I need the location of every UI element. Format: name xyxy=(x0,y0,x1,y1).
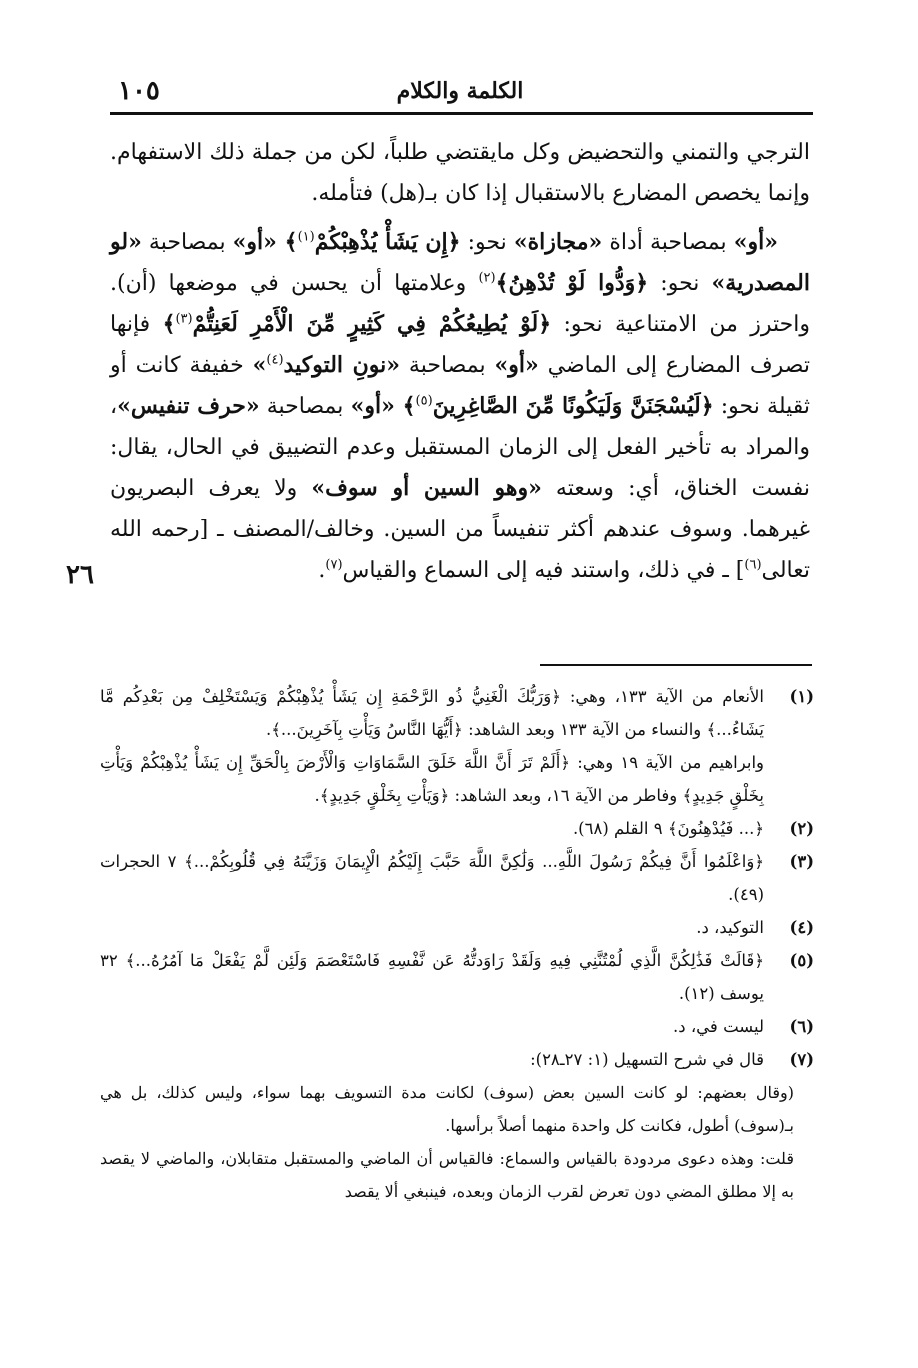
footnote-text: ﴿... فَيُدْهِنُونَ﴾ ٩ القلم (٦٨). xyxy=(572,819,764,838)
text-run: ] ـ في ذلك، واستند فيه إلى السماع والقياس xyxy=(342,558,745,583)
footnote-number: (٦) xyxy=(789,1017,814,1036)
footnote-text: الأنعام من الآية ١٣٣، وهي: ﴿وَرَبُّكَ الْغَنِيُّ ذُو الرَّحْمَةِ إِن يَشَأْ يُذْهِبْكُمْ وَيَسْتَخْلِفْ مِن بَعْدِكُم مَّا يَشَاءُ...﴾ والنساء من الآية ١٣٣ وبعد الشاهد: ﴿أَيُّهَا النَّاسُ وَيَأْتِ بِآخَرِينَ...﴾. xyxy=(100,687,764,739)
header-rule xyxy=(110,112,813,115)
footnote-1 xyxy=(100,680,814,746)
text-run: ولا يعرف البصريون غيرهما. وسوف عندهم أكثر تنفيساً من السين. وخالف/المصنف ـ [رحمه الله تعالى xyxy=(110,476,810,583)
text-run: وعلامتها أن يحسن في موضعها (أن). واحترز من الامتناعية نحو: xyxy=(110,271,811,337)
main-text xyxy=(110,132,810,591)
quran-quote: ﴿وَدُّوا لَوْ تُدْهِنُ﴾ xyxy=(495,270,649,296)
footnote-ref[interactable]: (١) xyxy=(297,229,315,245)
quran-quote: ﴿لَيُسْجَنَنَّ وَلَيَكُونًا مِّنَ الصَّاغِرِينَ xyxy=(432,393,714,419)
quran-quote: ﴿لَوْ يُطِيعُكُمْ فِي كَثِيرٍ مِّنَ الْأَمْرِ لَعَنِتُّمْ xyxy=(192,311,552,337)
footnote-5 xyxy=(100,944,814,1010)
keyword-law-masdariya: «لو المصدرية» xyxy=(110,229,810,296)
footnote-ref[interactable]: (٢) xyxy=(478,270,496,286)
footnotes xyxy=(100,680,814,1208)
quran-quote: ﴿إِن يَشَأْ يُذْهِبْكُمْ xyxy=(314,229,461,255)
footnote-2 xyxy=(100,812,814,845)
keyword-nun-tawkid: «نونِ التوكيد xyxy=(283,352,400,378)
keyword-or: «أو» xyxy=(350,393,403,419)
footnote-7-quote-2: قلت: وهذه دعوى مردودة بالقياس والسماع: فالقياس أن الماضي والمستقبل متقابلان، والماضي لا يقصد به إلا مطلق المضي دون تعرض لقرب الزمان وبعده، فينبغي ألا يقصد xyxy=(100,1149,794,1201)
footnote-number: (١) xyxy=(789,687,814,706)
text-run: بمصاحبة xyxy=(141,230,233,255)
footnote-1-continuation: وابراهيم من الآية ١٩ وهي: ﴿أَلَمْ تَرَ أَنَّ اللَّهَ خَلَقَ السَّمَاوَاتِ وَالْأَرْضَ بِالْحَقِّ إِن يَشَأْ يُذْهِبْكُمْ وَيَأْتِ بِخَلْقٍ جَدِيدٍ﴾ وفاطر من الآية ١٦، وبعد الشاهد: ﴿وَيَأْتِ بِخَلْقٍ جَدِيدٍ﴾. xyxy=(100,753,764,805)
keyword-or: «أو» xyxy=(232,229,285,255)
footnote-text: التوكيد، د. xyxy=(696,918,764,937)
text-run: نحو: xyxy=(460,230,514,255)
footnote-text: ليست في، د. xyxy=(673,1017,764,1036)
footnote-number: (٤) xyxy=(789,918,814,937)
footnote-7 xyxy=(100,1043,814,1076)
footnote-ref[interactable]: (٦) xyxy=(744,557,762,573)
text-run: فإنها تصرف المضارع إلى الماضي xyxy=(110,312,810,378)
paragraph-2 xyxy=(110,222,810,591)
quran-quote-end: ﴾ xyxy=(402,393,416,419)
footnote-ref[interactable]: (٤) xyxy=(266,352,284,368)
footnote-number: (٢) xyxy=(789,819,814,838)
page-number: ١٠٥ xyxy=(118,76,160,106)
text-run: بمصاحبة xyxy=(400,353,495,378)
footnote-text: ﴿وَاعْلَمُوا أَنَّ فِيكُمْ رَسُولَ اللَّهِ... وَلَٰكِنَّ اللَّهَ حَبَّبَ إِلَيْكُمُ الْإِيمَانَ وَزَيَّنَهُ فِي قُلُوبِكُمْ...﴾ ٧ الحجرات (٤٩). xyxy=(100,852,765,904)
keyword-end: » xyxy=(252,352,267,378)
footnote-ref[interactable]: (٧) xyxy=(325,557,343,573)
footnote-ref[interactable]: (٣) xyxy=(175,311,193,327)
footnote-text: ﴿قَالَتْ فَذَٰلِكُنَّ الَّذِي لُمْتُنَّنِي فِيهِ وَلَقَدْ رَاوَدتُّهُ عَن نَّفْسِهِ فَاسْتَعْصَمَ وَلَئِن لَّمْ يَفْعَلْ مَا آمُرُهُ...﴾ ٣٢ يوسف (١٢). xyxy=(100,951,764,1003)
footnote-number: (٥) xyxy=(789,951,814,970)
footnote-4 xyxy=(100,911,814,944)
keyword-harf-tanfis: «حرف تنفيس» xyxy=(117,393,260,419)
footnote-text: قال في شرح التسهيل (١: ٢٧ـ٢٨): xyxy=(530,1050,764,1069)
text-run: . xyxy=(318,558,326,583)
footnote-6 xyxy=(100,1010,814,1043)
keyword-mujazat: «مجازاة» xyxy=(513,229,603,255)
footnote-rule xyxy=(540,664,812,666)
text-run: خفيفة كانت أو ثقيلة نحو: xyxy=(110,353,811,419)
footnote-7-quote-1: (وقال بعضهم: لو كانت السين بعض (سوف) لكانت مدة التسويف بهما سواء، وليس كذلك، بل هي بـ(سوف) أطول، فكانت كل واحدة منهما أصلاً برأسها. xyxy=(100,1083,794,1135)
footnote-3 xyxy=(100,845,814,911)
text-run: بمصاحبة أداة xyxy=(602,230,734,255)
keyword-sin-sawfa: «وهو السين أو سوف» xyxy=(311,475,542,501)
footnote-ref[interactable]: (٥) xyxy=(415,393,433,409)
margin-page-marker: ٢٦ xyxy=(66,560,94,590)
running-title: الكلمة والكلام xyxy=(396,78,524,104)
quran-quote-end: ﴾ xyxy=(284,229,298,255)
text-run: ، والمراد به تأخير الفعل إلى الزمان المستقبل وعدم التضييق في الحال، يقال: نفست الخناق، أي: وسعته xyxy=(110,394,810,501)
quran-quote-end: ﴾ xyxy=(162,311,176,337)
keyword-or: «أو» xyxy=(494,352,539,378)
footnote-number: (٣) xyxy=(789,852,814,871)
footnote-number: (٧) xyxy=(789,1050,814,1069)
text-run: نحو: xyxy=(648,271,712,296)
page-header xyxy=(110,72,810,116)
paragraph-1: الترجي والتمني والتحضيض وكل مايقتضي طلباً، لكن من جملة ذلك الاستفهام. وإنما يخصص المضارع بالاستقبال إذا كان بـ(هل) فتأمله. xyxy=(110,140,810,206)
text-run: بمصاحبة xyxy=(259,394,351,419)
keyword-or: «أو» xyxy=(733,229,778,255)
